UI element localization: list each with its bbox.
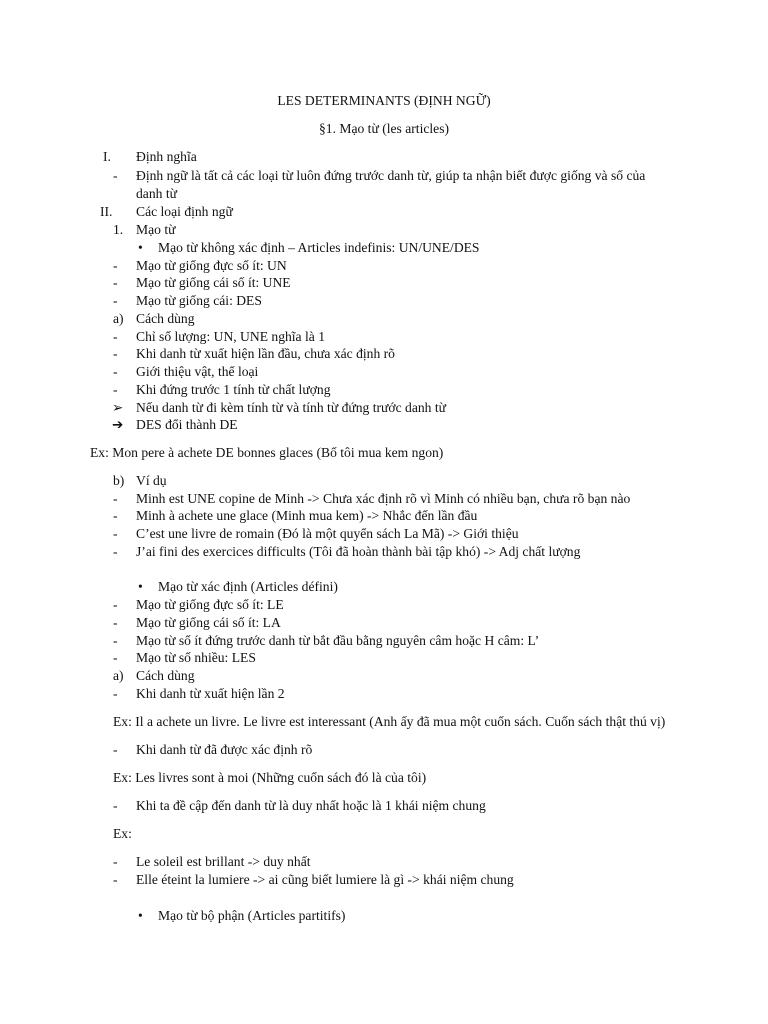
- list-item: Chỉ số lượng: UN, UNE nghĩa là 1: [136, 329, 325, 344]
- list-item: Le soleil est brillant -> duy nhất: [136, 854, 311, 869]
- list-item: Elle éteint la lumiere -> ai cũng biết lumiere là gì -> khái niệm chung: [136, 872, 514, 887]
- dash-marker: -: [113, 329, 118, 344]
- section-heading: §1. Mạo từ (les articles): [318, 121, 450, 136]
- dash-marker: -: [113, 798, 118, 813]
- dash-marker: -: [113, 854, 118, 869]
- list-item: J’ai fini des exercices difficults (Tôi đã hoàn thành bài tập khó) -> Adj chất lượng: [136, 544, 581, 559]
- list-item: Minh à achete une glace (Minh mua kem) -> Nhắc đến lần đầu: [136, 508, 478, 523]
- dash-marker: -: [113, 615, 118, 630]
- dash-marker: -: [113, 686, 118, 701]
- list-item: Mạo từ giống cái: DES: [136, 293, 262, 308]
- dash-marker: -: [113, 364, 118, 379]
- dash-marker: -: [113, 650, 118, 665]
- list-item: Mạo từ giống cái số ít: LA: [136, 615, 281, 630]
- subheading-usage: Cách dùng: [136, 668, 195, 683]
- dash-marker: -: [113, 258, 118, 273]
- example-line: Ex: Les livres sont à moi (Những cuốn sách đó là của tôi): [113, 770, 427, 785]
- list-item: Nếu danh từ đi kèm tính từ và tính từ đứng trước danh từ: [136, 400, 447, 415]
- example-line: Ex: Il a achete un livre. Le livre est interessant (Anh ấy đã mua một cuốn sách. Cuốn sách thật thú vị): [113, 714, 666, 729]
- list-item: Khi danh từ đã được xác định rõ: [136, 742, 313, 757]
- list-item: Mạo từ giống đực số ít: UN: [136, 258, 287, 273]
- list-item: Mạo từ số ít đứng trước danh từ bắt đầu bằng nguyên câm hoặc H câm: L’: [136, 633, 540, 648]
- list-item: Mạo từ giống cái số ít: UNE: [136, 275, 291, 290]
- letter-marker: a): [113, 311, 124, 326]
- subheading-definite: Mạo từ xác định (Articles défini): [158, 579, 338, 594]
- document-title: LES DETERMINANTS (ĐỊNH NGỮ): [277, 93, 491, 108]
- dash-marker: -: [113, 597, 118, 612]
- list-item: Khi ta đề cập đến danh từ là duy nhất hoặc là 1 khái niệm chung: [136, 798, 486, 813]
- number-marker: 1.: [113, 222, 124, 237]
- arrowhead-marker: ➢: [112, 400, 124, 415]
- dash-marker: -: [113, 491, 118, 506]
- dash-marker: -: [113, 872, 118, 887]
- subheading-examples: Ví dụ: [136, 473, 167, 488]
- dash-marker: -: [113, 544, 118, 559]
- list-item: Khi danh từ xuất hiện lần đầu, chưa xác định rõ: [136, 346, 395, 361]
- roman-numeral: I.: [103, 149, 111, 164]
- heading-articles: Mạo từ: [136, 222, 176, 237]
- dash-marker: -: [113, 742, 118, 757]
- dash-marker: -: [113, 293, 118, 308]
- dash-marker: -: [113, 508, 118, 523]
- dash-marker: -: [113, 346, 118, 361]
- dash-marker: -: [113, 168, 118, 183]
- example-label: Ex:: [113, 826, 132, 841]
- list-item: Minh est UNE copine de Minh -> Chưa xác định rõ vì Minh có nhiều bạn, chưa rõ bạn nào: [136, 491, 631, 506]
- list-item: Khi đứng trước 1 tính từ chất lượng: [136, 382, 331, 397]
- bullet-marker: •: [138, 908, 143, 923]
- list-item: DES đổi thành DE: [136, 417, 238, 432]
- dash-marker: -: [113, 382, 118, 397]
- list-item: C’est une livre de romain (Đó là một quyển sách La Mã) -> Giới thiệu: [136, 526, 519, 541]
- dash-marker: -: [113, 275, 118, 290]
- example-line: Ex: Mon pere à achete DE bonnes glaces (Bố tôi mua kem ngon): [90, 445, 444, 460]
- arrow-marker: ➔: [112, 417, 124, 432]
- definition-text: Định ngữ là tất cả các loại từ luôn đứng trước danh từ, giúp ta nhận biết được giống và số của danh từ: [136, 168, 646, 201]
- subheading-indefinite: Mạo từ không xác định – Articles indefinis: UN/UNE/DES: [158, 240, 480, 255]
- letter-marker: b): [113, 473, 125, 488]
- list-item: Mạo từ số nhiều: LES: [136, 650, 256, 665]
- subheading-partitive: Mạo từ bộ phận (Articles partitifs): [158, 908, 346, 923]
- list-item: Khi danh từ xuất hiện lần 2: [136, 686, 285, 701]
- roman-numeral: II.: [100, 204, 113, 219]
- heading-types: Các loại định ngữ: [136, 204, 233, 219]
- subheading-usage: Cách dùng: [136, 311, 195, 326]
- heading-definition: Định nghĩa: [136, 149, 197, 164]
- bullet-marker: •: [138, 579, 143, 594]
- bullet-marker: •: [138, 240, 143, 255]
- list-item: Giới thiệu vật, thể loại: [136, 364, 259, 379]
- letter-marker: a): [113, 668, 124, 683]
- dash-marker: -: [113, 633, 118, 648]
- dash-marker: -: [113, 526, 118, 541]
- list-item: Mạo từ giống đực số ít: LE: [136, 597, 284, 612]
